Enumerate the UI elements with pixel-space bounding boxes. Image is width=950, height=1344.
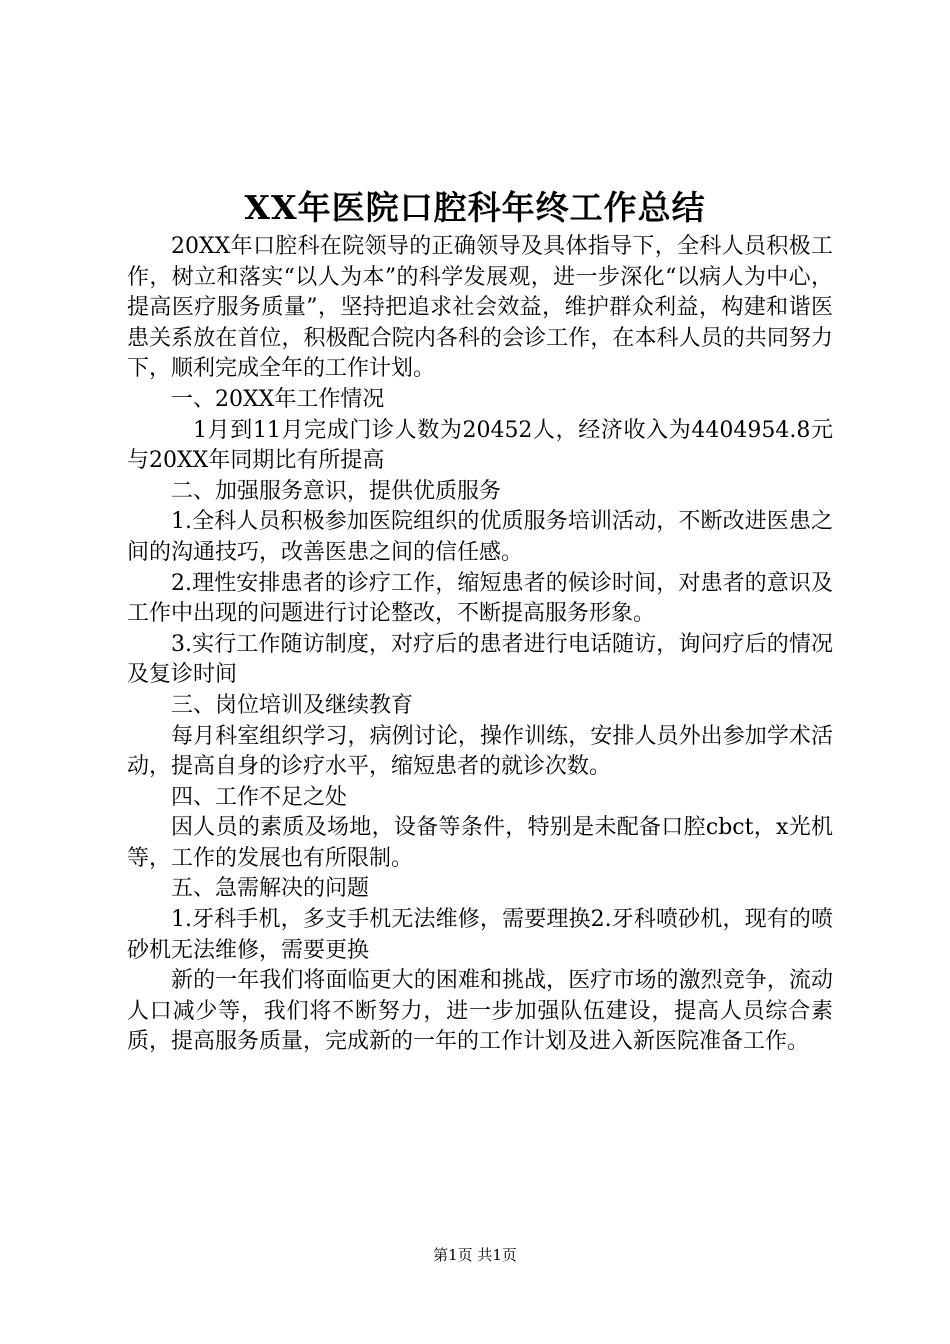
section-heading-shortcomings: 四、工作不足之处: [171, 784, 348, 810]
section-heading-work-status: 一、20XX年工作情况: [171, 386, 385, 412]
intro-paragraph: 20XX年口腔科在院领导的正确领导及具体指导下，全科人员积极工作，树立和落实“以人为本”的科学发展观，进一步深化“以病人为中心，提高医疗服务质量”，坚持把追求社会效益，维护群众利益，构建和谐医患关系放在首位，积极配合院内各科的会诊工作，在本科人员的共同努力下，顺利完成全年的工作计划。: [127, 234, 833, 382]
section-heading-service: 二、加强服务意识，提供优质服务: [171, 478, 502, 504]
service-item-2: 2.理性安排患者的诊疗工作，缩短患者的候诊时间，对患者的意识及工作中出现的问题进行讨论整改，不断提高服务形象。: [127, 570, 833, 627]
document-title: XX年医院口腔科年终工作总结: [244, 188, 706, 227]
page-footer: 第1页 共1页: [433, 1246, 517, 1264]
work-status-paragraph: 1月到11月完成门诊人数为20452人，经济收入为4404954.8元与20XX年同期比有所提高: [127, 417, 833, 474]
document-body: [127, 232, 833, 1058]
training-paragraph: 每月科室组织学习，病例讨论，操作训练，安排人员外出参加学术活动，提高自身的诊疗水平，缩短患者的就诊次数。: [127, 723, 833, 780]
service-item-1: 1.全科人员积极参加医院组织的优质服务培训活动，不断改进医患之间的沟通技巧，改善医患之间的信任感。: [127, 509, 833, 565]
shortcomings-paragraph: 因人员的素质及场地，设备等条件，特别是未配备口腔cbct，x光机等，工作的发展也有所限制。: [127, 815, 833, 871]
service-item-3: 3.实行工作随访制度，对疗后的患者进行电话随访，询问疗后的情况及复诊时间: [127, 631, 833, 688]
urgent-issues-paragraph: 1.牙科手机，多支手机无法维修，需要理换2.牙科喷砂机，现有的喷砂机无法维修，需要更换: [127, 907, 833, 963]
closing-paragraph: 新的一年我们将面临更大的困难和挑战，医疗市场的激烈竞争，流动人口减少等，我们将不断努力，进一步加强队伍建设，提高人员综合素质，提高服务质量，完成新的一年的工作计划及进入新医院准备工作。: [127, 968, 833, 1055]
section-heading-training: 三、岗位培训及继续教育: [171, 692, 414, 718]
section-heading-urgent-issues: 五、急需解决的问题: [171, 876, 370, 902]
